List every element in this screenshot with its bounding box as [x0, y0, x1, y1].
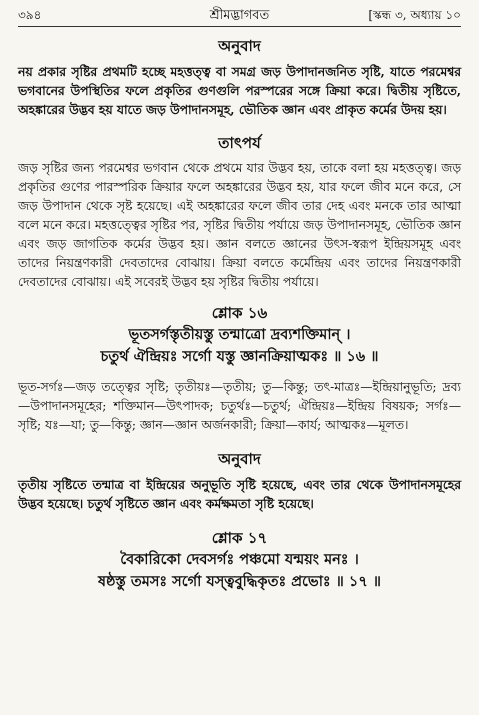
verse-17-line-2: ষষ্ঠস্তু তমসঃ সর্গো যস্ত্ববুদ্ধিকৃতঃ প্রভোঃ ॥ ১৭ ॥	[97, 573, 382, 590]
verse-16-synonyms: ভূত-সর্গঃ—জড় তত্ত্বের সৃষ্টি; তৃতীয়ঃ—তৃতীয়; তু—কিন্তু; তৎ-মাত্রঃ—ইন্দ্রিয়ানুভূতি; দ্রব্য—উপাদানসমূহের; শক্তিমান—উৎপাদক; চতুর্থঃ—চতুর্থ; ঐন্দ্রিয়ঃ—ইন্দ্রিয় বিষয়ক; সর্গঃ—সৃষ্টি; যঃ—যা; তু—কিন্তু; জ্ঞান—জ্ঞান অর্জনকারী; ক্রিয়া—কার্য; আত্মকঃ—মূলত।	[18, 380, 461, 432]
book-title: শ্রীমদ্ভাগবত	[209, 8, 270, 23]
purport-heading: তাৎপর্য	[218, 134, 261, 152]
translation-heading: অনুবাদ	[218, 37, 261, 55]
verse-17-title: শ্লোক ১৭	[211, 529, 268, 547]
verse-16-translation-heading: অনুবাদ	[218, 450, 261, 468]
verse-16-line-1: ভূতসর্গস্তৃতীয়স্তু তন্মাত্রো দ্রব্যশক্তিমান্ ।	[128, 326, 351, 343]
page-number: ৩৯৪	[18, 8, 42, 22]
purport-text: জড় সৃষ্টির জন্য পরমেশ্বর ভগবান থেকে প্রথমে যার উদ্ভব হয়, তাকে বলা হয় মহত্তত্ত্ব। জড় প্রকৃতির গুণের পারস্পরিক ক্রিয়ার ফলে অহঙ্কারের উদ্ভব হয়, যার ফলে জীব মনে করে, সে জড় উপাদান থেকে সৃষ্ট হয়েছে। এই অহঙ্কারের ফলে জীব তার দেহ এবং মনকে তার আত্মা বলে মনে করে। মহত্তত্ত্বের সৃষ্টির পর, সৃষ্টির দ্বিতীয় পর্যায়ে জড় উপাদানসমূহ, ভৌতিক জ্ঞান এবং জড় জাগতিক কর্মের উদ্ভব হয়। জ্ঞান বলতে জ্ঞানের উৎস-স্বরূপ ইন্দ্রিয়সমূহ এবং তাদের নিয়ন্ত্রণকারী দেবতাদের বোঝায়। ক্রিয়া বলতে কর্মেন্দ্রিয় এবং তাদের নিয়ন্ত্রণকারী দেবতাদের বোঝায়। এই সবেরই উদ্ভব হয় সৃষ্টির দ্বিতীয় পর্যায়ে।	[18, 161, 461, 289]
verse-17-line-1: বৈকারিকো দেবসর্গঃ পঞ্চমো যন্ময়ং মনঃ ।	[120, 551, 359, 568]
translation-text: নয় প্রকার সৃষ্টির প্রথমটি হচ্ছে মহত্তত্ত্ব বা সমগ্র জড় উপাদানজনিত সৃষ্টি, যাতে পরমেশ্বর ভগবানের উপস্থিতির ফলে প্রকৃতির গুণগুলি পরস্পরের সঙ্গে ক্রিয়া করে। দ্বিতীয় সৃষ্টিতে, অহঙ্কারের উদ্ভব হয় যাতে জড় উপাদানসমূহ, ভৌতিক জ্ঞান এবং প্রাকৃত কর্মের উদয় হয়।	[18, 64, 461, 117]
verse-16-line-2: চতুর্থ ঐন্দ্রিয়ঃ সর্গো যস্তু জ্ঞানক্রিয়াত্মকঃ ॥ ১৬ ॥	[100, 348, 379, 365]
verse-17	[18, 549, 461, 593]
page-content	[18, 36, 461, 593]
chapter-reference: [স্কন্ধ ৩, অধ্যায় ১০	[368, 8, 461, 22]
header-divider	[18, 26, 461, 27]
verse-16-translation: তৃতীয় সৃষ্টিতে তন্মাত্র বা ইন্দ্রিয়ের অনুভূতি সৃষ্টি হয়েছে, এবং তার থেকে উপাদানসমূহের উদ্ভব হয়েছে। চতুর্থ সৃষ্টিতে জ্ঞান এবং কর্মক্ষমতা সৃষ্টি হয়েছে।	[18, 477, 461, 511]
verse-16	[18, 324, 461, 368]
verse-16-title: শ্লোক ১৬	[211, 304, 268, 322]
page-header	[18, 3, 461, 25]
